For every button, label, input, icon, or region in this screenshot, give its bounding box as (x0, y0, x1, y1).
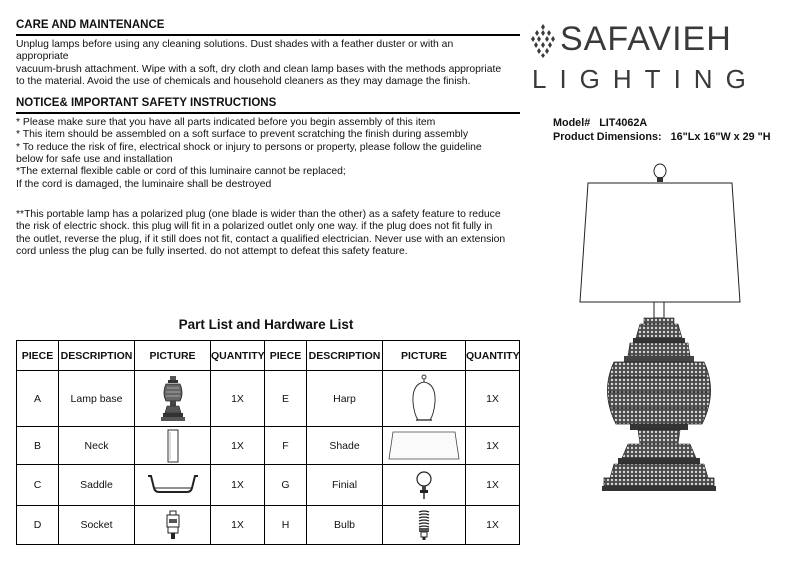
parts-header-row (17, 341, 520, 371)
finial-icon (414, 470, 434, 500)
dimensions-label: Product Dimensions: (553, 131, 662, 143)
table-row (17, 371, 520, 427)
picture-cell (383, 427, 466, 465)
description-cell: Socket (59, 506, 135, 545)
care-line: appropriate (16, 51, 69, 63)
description-cell: Shade (307, 427, 383, 465)
col-header-picture: PICTURE (135, 341, 211, 371)
piece-cell: E (265, 371, 307, 427)
description-cell: Bulb (307, 506, 383, 545)
care-text (16, 39, 520, 88)
picture-cell (135, 465, 211, 506)
notice-line: * This item should be assembled on a soft surface to prevent scratching the finish during assembly (16, 129, 469, 141)
col-header-picture: PICTURE (383, 341, 466, 371)
piece-cell: F (265, 427, 307, 465)
plug-note (16, 209, 520, 258)
notice-text (16, 117, 520, 191)
col-header-description: DESCRIPTION (59, 341, 135, 371)
plug-note-line: cord unless the plug can be fully inserted. do not attempt to defeat this safety feature. (16, 245, 408, 257)
harp-icon (404, 374, 444, 424)
piece-cell: A (17, 371, 59, 427)
product-specs (553, 116, 771, 144)
table-row (17, 427, 520, 465)
picture-cell (135, 427, 211, 465)
instructions-column (16, 18, 520, 258)
description-cell: Finial (307, 465, 383, 506)
quantity-cell: 1X (466, 427, 520, 465)
plug-note-line: the outlet, reverse the plug, if it still does not fit, contact a qualified electrician. Never use with an extension (16, 233, 506, 245)
model-label: Model# (553, 117, 591, 129)
model-row (553, 116, 771, 130)
notice-line: * Please make sure that you have all parts indicated before you begin assembly of this item (16, 117, 436, 129)
notice-line: If the cord is damaged, the luminaire shall be destroyed (16, 178, 272, 190)
plug-note-line: **This portable lamp has a polarized plug (one blade is wider than the other) as a safety feature to reduce (16, 208, 501, 220)
saddle-icon (145, 472, 201, 498)
picture-cell (135, 506, 211, 545)
brand-subtitle: LIGHTING (532, 64, 759, 94)
picture-cell (135, 371, 211, 427)
quantity-cell: 1X (211, 506, 265, 545)
picture-cell (383, 465, 466, 506)
notice-line: * To reduce the risk of fire, electrical shock or injury to persons or property, please follow the guideline (16, 141, 482, 153)
piece-cell: C (17, 465, 59, 506)
dimensions-value: 16"Lx 16"W x 29 "H (670, 131, 771, 143)
care-line: to the material. Avoid the use of chemicals and household cleaners as they may damage the finish. (16, 75, 471, 87)
picture-cell (383, 506, 466, 545)
description-cell: Saddle (59, 465, 135, 506)
lamp-illustration (578, 162, 744, 502)
table-row (17, 465, 520, 506)
brand-logo (530, 20, 800, 100)
piece-cell: G (265, 465, 307, 506)
care-line: vacuum-brush attachment. Wipe with a soft, dry cloth and clean lamp bases with the methods appropriate (16, 63, 502, 75)
quantity-cell: 1X (211, 427, 265, 465)
col-header-description: DESCRIPTION (307, 341, 383, 371)
chandelier-logo-icon (530, 24, 556, 58)
piece-cell: B (17, 427, 59, 465)
piece-cell: H (265, 506, 307, 545)
table-row (17, 506, 520, 545)
quantity-cell: 1X (211, 465, 265, 506)
description-cell: Lamp base (59, 371, 135, 427)
brand-name: SAFAVIEH (560, 20, 732, 58)
picture-cell (383, 371, 466, 427)
quantity-cell: 1X (466, 465, 520, 506)
quantity-cell: 1X (211, 371, 265, 427)
care-title: CARE AND MAINTENANCE (16, 19, 165, 31)
piece-cell: D (17, 506, 59, 545)
plug-note-line: the risk of electric shock. this plug will fit in a polarized outlet only one way. if the plug does not fit fully in (16, 221, 493, 233)
model-value: LIT4062A (599, 117, 648, 129)
quantity-cell: 1X (466, 506, 520, 545)
neck-icon (165, 429, 181, 463)
bulb-icon (414, 509, 434, 541)
col-header-quantity: QUANTITY (466, 341, 520, 371)
socket-icon (163, 510, 183, 540)
description-cell: Neck (59, 427, 135, 465)
care-line: Unplug lamps before using any cleaning solutions. Dust shades with a feather duster or with an (16, 39, 454, 50)
notice-divider (16, 112, 520, 114)
notice-line: below for safe use and installation (16, 154, 173, 166)
shade-icon (387, 429, 461, 463)
notice-title: NOTICE& IMPORTANT SAFETY INSTRUCTIONS (16, 97, 277, 110)
parts-title: Part List and Hardware List (178, 317, 354, 332)
parts-table (16, 340, 520, 545)
col-header-piece: PIECE (265, 341, 307, 371)
lamp-base-icon (158, 375, 188, 423)
quantity-cell: 1X (466, 371, 520, 427)
dimensions-row (553, 130, 771, 144)
notice-line: *The external flexible cable or cord of this luminaire cannot be replaced; (16, 166, 346, 178)
description-cell: Harp (307, 371, 383, 427)
col-header-quantity: QUANTITY (211, 341, 265, 371)
col-header-piece: PIECE (17, 341, 59, 371)
care-divider (16, 34, 520, 36)
